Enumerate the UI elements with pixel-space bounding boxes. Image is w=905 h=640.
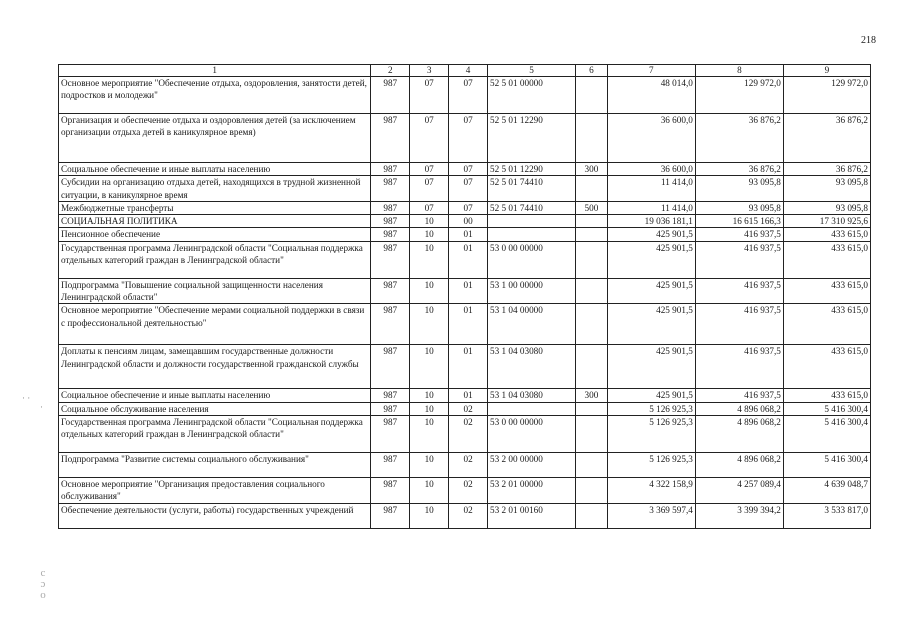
cell-c3: 10 xyxy=(410,503,449,528)
cell-c5: 52 5 01 12290 xyxy=(488,114,576,163)
cell-c8: 36 876,2 xyxy=(695,163,783,176)
cell-c8: 416 937,5 xyxy=(695,345,783,389)
cell-name: Пенсионное обеспечение xyxy=(59,228,371,241)
cell-c5: 53 2 01 00160 xyxy=(488,503,576,528)
table-row xyxy=(59,241,871,278)
cell-name: Основное мероприятие "Обеспечение отдыха, оздоровления, занятости детей, подростков и молодежи" xyxy=(59,77,371,114)
cell-c4: 02 xyxy=(449,402,488,415)
table-row xyxy=(59,114,871,163)
cell-c2: 987 xyxy=(371,241,410,278)
cell-name: Подпрограмма "Повышение социальной защищенности населения Ленинградской области" xyxy=(59,278,371,304)
cell-c9: 5 416 300,4 xyxy=(783,402,870,415)
cell-c3: 07 xyxy=(410,114,449,163)
scan-speck: · xyxy=(40,402,43,412)
cell-c6 xyxy=(576,452,608,477)
cell-c7: 11 414,0 xyxy=(607,176,695,202)
cell-name: Межбюджетные трансферты xyxy=(59,201,371,214)
cell-c2: 987 xyxy=(371,176,410,202)
cell-c3: 10 xyxy=(410,241,449,278)
cell-c9: 3 533 817,0 xyxy=(783,503,870,528)
cell-c8: 3 399 394,2 xyxy=(695,503,783,528)
cell-c3: 10 xyxy=(410,415,449,452)
cell-c7: 425 901,5 xyxy=(607,389,695,402)
cell-c8: 93 095,8 xyxy=(695,201,783,214)
cell-c8: 416 937,5 xyxy=(695,389,783,402)
column-header-3: 3 xyxy=(410,65,449,77)
cell-c3: 07 xyxy=(410,201,449,214)
cell-c5: 52 5 01 74410 xyxy=(488,201,576,214)
cell-c5: 53 0 00 00000 xyxy=(488,415,576,452)
cell-c4: 07 xyxy=(449,163,488,176)
cell-c4: 02 xyxy=(449,415,488,452)
cell-c4: 01 xyxy=(449,278,488,304)
cell-c9: 4 639 048,7 xyxy=(783,477,870,503)
cell-c3: 10 xyxy=(410,228,449,241)
page-number: 218 xyxy=(861,35,876,46)
table-body xyxy=(59,77,871,529)
cell-name: Субсидии на организацию отдыха детей, находящихся в трудной жизненной ситуации, в каникулярное время xyxy=(59,176,371,202)
cell-c6 xyxy=(576,304,608,345)
cell-c5: 53 2 00 00000 xyxy=(488,452,576,477)
cell-name: Социальное обеспечение и иные выплаты населению xyxy=(59,389,371,402)
cell-name: Государственная программа Ленинградской области "Социальная поддержка отдельных категорий граждан в Ленинградской области" xyxy=(59,415,371,452)
cell-c8: 36 876,2 xyxy=(695,114,783,163)
cell-c9: 17 310 925,6 xyxy=(783,215,870,228)
cell-name: Государственная программа Ленинградской области "Социальная поддержка отдельных категорий граждан в Ленинградской области" xyxy=(59,241,371,278)
cell-c8: 16 615 166,3 xyxy=(695,215,783,228)
column-header-1: 1 xyxy=(59,65,371,77)
cell-c2: 987 xyxy=(371,452,410,477)
cell-c8: 93 095,8 xyxy=(695,176,783,202)
cell-c2: 987 xyxy=(371,345,410,389)
table-row xyxy=(59,77,871,114)
cell-c2: 987 xyxy=(371,415,410,452)
cell-c7: 48 014,0 xyxy=(607,77,695,114)
cell-c6 xyxy=(576,241,608,278)
cell-c7: 4 322 158,9 xyxy=(607,477,695,503)
cell-c7: 19 036 181,1 xyxy=(607,215,695,228)
cell-c3: 10 xyxy=(410,452,449,477)
column-header-8: 8 xyxy=(695,65,783,77)
cell-c9: 5 416 300,4 xyxy=(783,452,870,477)
cell-c8: 129 972,0 xyxy=(695,77,783,114)
table-row xyxy=(59,415,871,452)
cell-c5: 53 1 04 03080 xyxy=(488,389,576,402)
cell-c7: 36 600,0 xyxy=(607,163,695,176)
cell-c3: 10 xyxy=(410,304,449,345)
cell-c9: 36 876,2 xyxy=(783,163,870,176)
cell-c5: 52 5 01 12290 xyxy=(488,163,576,176)
cell-c7: 11 414,0 xyxy=(607,201,695,214)
cell-c6 xyxy=(576,345,608,389)
cell-c2: 987 xyxy=(371,163,410,176)
table-row xyxy=(59,163,871,176)
column-header-6: 6 xyxy=(576,65,608,77)
cell-c7: 425 901,5 xyxy=(607,304,695,345)
cell-c5: 53 1 04 00000 xyxy=(488,304,576,345)
cell-c2: 987 xyxy=(371,228,410,241)
cell-c7: 3 369 597,4 xyxy=(607,503,695,528)
cell-c5 xyxy=(488,228,576,241)
cell-name: СОЦИАЛЬНАЯ ПОЛИТИКА xyxy=(59,215,371,228)
cell-c9: 129 972,0 xyxy=(783,77,870,114)
column-header-4: 4 xyxy=(449,65,488,77)
cell-name: Подпрограмма "Развитие системы социального обслуживания" xyxy=(59,452,371,477)
cell-c7: 5 126 925,3 xyxy=(607,415,695,452)
column-header-5: 5 xyxy=(488,65,576,77)
cell-c2: 987 xyxy=(371,201,410,214)
cell-c5: 53 1 00 00000 xyxy=(488,278,576,304)
cell-c8: 416 937,5 xyxy=(695,278,783,304)
cell-c7: 36 600,0 xyxy=(607,114,695,163)
cell-c3: 07 xyxy=(410,163,449,176)
header-row xyxy=(59,65,871,77)
cell-c7: 425 901,5 xyxy=(607,345,695,389)
cell-c7: 5 126 925,3 xyxy=(607,452,695,477)
cell-c9: 433 615,0 xyxy=(783,304,870,345)
cell-c2: 987 xyxy=(371,304,410,345)
table-row xyxy=(59,503,871,528)
scan-artifact-stamp: c ɔ o xyxy=(40,567,46,601)
table-row xyxy=(59,215,871,228)
cell-c4: 01 xyxy=(449,241,488,278)
cell-name: Социальное обеспечение и иные выплаты населению xyxy=(59,163,371,176)
cell-c8: 4 896 068,2 xyxy=(695,402,783,415)
scan-speck: · · xyxy=(22,393,31,403)
cell-c2: 987 xyxy=(371,278,410,304)
cell-c5 xyxy=(488,402,576,415)
cell-c8: 416 937,5 xyxy=(695,241,783,278)
cell-name: Доплаты к пенсиям лицам, замещавшим государственные должности Ленинградской области и должности государственной гражданской службы xyxy=(59,345,371,389)
cell-c6: 500 xyxy=(576,201,608,214)
table-row xyxy=(59,402,871,415)
table-header xyxy=(59,65,871,77)
cell-c7: 425 901,5 xyxy=(607,278,695,304)
cell-c9: 93 095,8 xyxy=(783,201,870,214)
table-row xyxy=(59,389,871,402)
cell-name: Организация и обеспечение отдыха и оздоровления детей (за исключением организации отдыха детей в каникулярное время) xyxy=(59,114,371,163)
cell-c9: 93 095,8 xyxy=(783,176,870,202)
cell-c3: 07 xyxy=(410,176,449,202)
cell-c5: 53 1 04 03080 xyxy=(488,345,576,389)
cell-c6: 300 xyxy=(576,389,608,402)
cell-c6 xyxy=(576,176,608,202)
cell-c6 xyxy=(576,114,608,163)
cell-c8: 416 937,5 xyxy=(695,304,783,345)
cell-c6 xyxy=(576,278,608,304)
cell-c4: 02 xyxy=(449,503,488,528)
cell-c7: 5 126 925,3 xyxy=(607,402,695,415)
cell-c6 xyxy=(576,503,608,528)
cell-c4: 01 xyxy=(449,304,488,345)
cell-c4: 07 xyxy=(449,201,488,214)
cell-c5: 52 5 01 00000 xyxy=(488,77,576,114)
table-row xyxy=(59,228,871,241)
cell-c4: 01 xyxy=(449,228,488,241)
cell-c6 xyxy=(576,228,608,241)
cell-c4: 01 xyxy=(449,345,488,389)
cell-c4: 01 xyxy=(449,389,488,402)
cell-c8: 4 896 068,2 xyxy=(695,452,783,477)
cell-c8: 4 896 068,2 xyxy=(695,415,783,452)
cell-c2: 987 xyxy=(371,114,410,163)
column-header-2: 2 xyxy=(371,65,410,77)
cell-name: Основное мероприятие "Организация предоставления социального обслуживания" xyxy=(59,477,371,503)
cell-c6 xyxy=(576,77,608,114)
cell-c3: 10 xyxy=(410,278,449,304)
cell-c2: 987 xyxy=(371,503,410,528)
cell-c7: 425 901,5 xyxy=(607,241,695,278)
cell-c4: 07 xyxy=(449,176,488,202)
cell-c4: 00 xyxy=(449,215,488,228)
table-row xyxy=(59,477,871,503)
table-row xyxy=(59,278,871,304)
table-row xyxy=(59,304,871,345)
cell-name: Обеспечение деятельности (услуги, работы) государственных учреждений xyxy=(59,503,371,528)
cell-c3: 10 xyxy=(410,215,449,228)
cell-c9: 433 615,0 xyxy=(783,389,870,402)
cell-c9: 36 876,2 xyxy=(783,114,870,163)
cell-name: Основное мероприятие "Обеспечение мерами социальной поддержки в связи с профессиональной деятельностью" xyxy=(59,304,371,345)
cell-c4: 07 xyxy=(449,77,488,114)
cell-c2: 987 xyxy=(371,215,410,228)
cell-c9: 5 416 300,4 xyxy=(783,415,870,452)
cell-c4: 02 xyxy=(449,477,488,503)
cell-c3: 10 xyxy=(410,389,449,402)
cell-c4: 02 xyxy=(449,452,488,477)
cell-c6 xyxy=(576,477,608,503)
cell-c6 xyxy=(576,402,608,415)
cell-c5: 53 2 01 00000 xyxy=(488,477,576,503)
cell-c6: 300 xyxy=(576,163,608,176)
cell-c9: 433 615,0 xyxy=(783,345,870,389)
cell-c2: 987 xyxy=(371,389,410,402)
budget-table xyxy=(58,64,871,529)
table-row xyxy=(59,201,871,214)
table-row xyxy=(59,452,871,477)
cell-c5: 53 0 00 00000 xyxy=(488,241,576,278)
cell-name: Социальное обслуживание населения xyxy=(59,402,371,415)
cell-c5 xyxy=(488,215,576,228)
cell-c3: 10 xyxy=(410,345,449,389)
cell-c9: 433 615,0 xyxy=(783,278,870,304)
cell-c9: 433 615,0 xyxy=(783,228,870,241)
table-row xyxy=(59,176,871,202)
cell-c2: 987 xyxy=(371,402,410,415)
cell-c6 xyxy=(576,415,608,452)
cell-c6 xyxy=(576,215,608,228)
cell-c3: 07 xyxy=(410,77,449,114)
cell-c5: 52 5 01 74410 xyxy=(488,176,576,202)
cell-c8: 416 937,5 xyxy=(695,228,783,241)
cell-c4: 07 xyxy=(449,114,488,163)
cell-c3: 10 xyxy=(410,477,449,503)
cell-c2: 987 xyxy=(371,477,410,503)
cell-c7: 425 901,5 xyxy=(607,228,695,241)
cell-c8: 4 257 089,4 xyxy=(695,477,783,503)
column-header-7: 7 xyxy=(607,65,695,77)
table-row xyxy=(59,345,871,389)
cell-c3: 10 xyxy=(410,402,449,415)
column-header-9: 9 xyxy=(783,65,870,77)
cell-c9: 433 615,0 xyxy=(783,241,870,278)
cell-c2: 987 xyxy=(371,77,410,114)
